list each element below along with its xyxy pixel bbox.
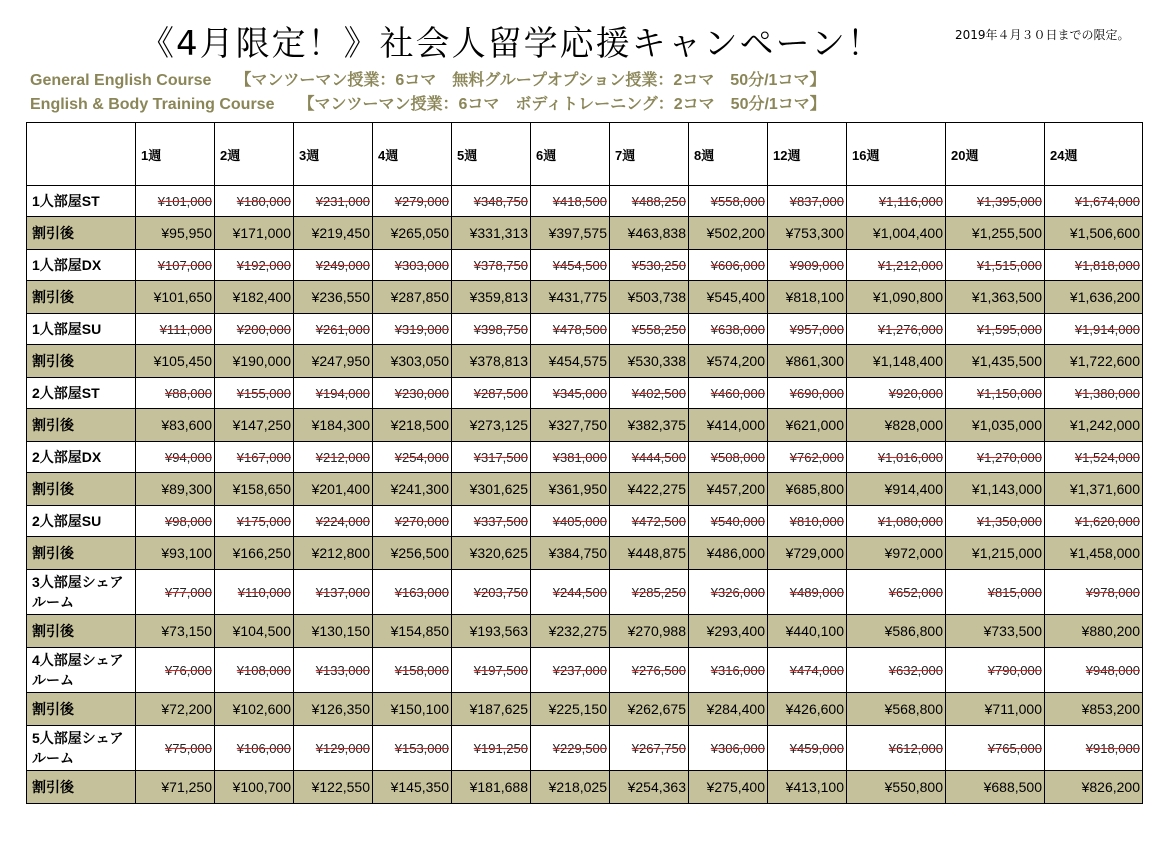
original-price-cell: ¥276,500 [610,648,689,693]
row-label: 1人部屋DX [27,250,136,281]
discounted-price-cell: ¥303,050 [373,345,452,378]
original-price-cell: ¥270,000 [373,506,452,537]
original-price-cell: ¥1,515,000 [946,250,1045,281]
original-price-cell: ¥1,818,000 [1045,250,1143,281]
original-price-cell: ¥1,914,000 [1045,314,1143,345]
discounted-price-cell: ¥574,200 [689,345,768,378]
discounted-price-cell: ¥503,738 [610,281,689,314]
discounted-price-cell: ¥126,350 [294,693,373,726]
row-label: 割引後 [27,345,136,378]
discounted-price-cell: ¥71,250 [136,771,215,804]
original-price-cell: ¥478,500 [531,314,610,345]
discounted-price-cell: ¥171,000 [215,217,294,250]
original-price-cell: ¥111,000 [136,314,215,345]
discounted-price-cell: ¥826,200 [1045,771,1143,804]
discounted-price-cell: ¥457,200 [689,473,768,506]
discounted-price-cell: ¥273,125 [452,409,531,442]
original-price-cell: ¥948,000 [1045,648,1143,693]
original-price-cell: ¥790,000 [946,648,1045,693]
original-price-cell: ¥1,276,000 [847,314,946,345]
discounted-price-cell: ¥422,275 [610,473,689,506]
discounted-price-cell: ¥93,100 [136,537,215,570]
discounted-price-row [27,693,1143,726]
original-price-cell: ¥129,000 [294,726,373,771]
original-price-cell: ¥909,000 [768,250,847,281]
original-price-cell: ¥558,000 [689,186,768,217]
discounted-price-cell: ¥1,371,600 [1045,473,1143,506]
discounted-price-cell: ¥426,600 [768,693,847,726]
discounted-price-cell: ¥241,300 [373,473,452,506]
discounted-price-cell: ¥256,500 [373,537,452,570]
discounted-price-cell: ¥101,650 [136,281,215,314]
original-price-cell: ¥460,000 [689,378,768,409]
row-label: 4人部屋シェアルーム [27,648,136,693]
original-price-cell: ¥101,000 [136,186,215,217]
original-price-cell: ¥261,000 [294,314,373,345]
original-price-cell: ¥690,000 [768,378,847,409]
discounted-price-cell: ¥463,838 [610,217,689,250]
original-price-cell: ¥652,000 [847,570,946,615]
discounted-price-cell: ¥1,143,000 [946,473,1045,506]
course-name: English & Body Training Course [30,96,275,113]
original-price-cell: ¥765,000 [946,726,1045,771]
original-price-cell: ¥326,000 [689,570,768,615]
original-price-cell: ¥267,750 [610,726,689,771]
discounted-price-row [27,615,1143,648]
campaign-deadline-note: 2019年４月３０日までの限定。 [955,28,1130,42]
original-price-cell: ¥237,000 [531,648,610,693]
discounted-price-cell: ¥181,688 [452,771,531,804]
original-price-cell: ¥137,000 [294,570,373,615]
original-price-cell: ¥454,500 [531,250,610,281]
discounted-price-cell: ¥1,435,500 [946,345,1045,378]
original-price-cell: ¥1,150,000 [946,378,1045,409]
discounted-price-cell: ¥1,242,000 [1045,409,1143,442]
discounted-price-cell: ¥105,450 [136,345,215,378]
discounted-price-row [27,473,1143,506]
discounted-price-cell: ¥150,100 [373,693,452,726]
discounted-price-cell: ¥265,050 [373,217,452,250]
discounted-price-cell: ¥254,363 [610,771,689,804]
discounted-price-cell: ¥193,563 [452,615,531,648]
original-price-cell: ¥810,000 [768,506,847,537]
discounted-price-cell: ¥711,000 [946,693,1045,726]
discounted-price-cell: ¥753,300 [768,217,847,250]
original-price-cell: ¥75,000 [136,726,215,771]
discounted-price-cell: ¥275,400 [689,771,768,804]
original-price-cell: ¥632,000 [847,648,946,693]
original-price-cell: ¥398,750 [452,314,531,345]
discounted-price-cell: ¥284,400 [689,693,768,726]
original-price-row [27,506,1143,537]
original-price-cell: ¥1,620,000 [1045,506,1143,537]
discounted-price-cell: ¥122,550 [294,771,373,804]
discounted-price-cell: ¥232,275 [531,615,610,648]
discounted-price-row [27,771,1143,804]
original-price-cell: ¥418,500 [531,186,610,217]
discounted-price-cell: ¥440,100 [768,615,847,648]
discounted-price-cell: ¥182,400 [215,281,294,314]
original-price-cell: ¥155,000 [215,378,294,409]
discounted-price-cell: ¥530,338 [610,345,689,378]
discounted-price-cell: ¥218,500 [373,409,452,442]
discounted-price-cell: ¥1,035,000 [946,409,1045,442]
discounted-price-cell: ¥880,200 [1045,615,1143,648]
discounted-price-cell: ¥685,800 [768,473,847,506]
discounted-price-cell: ¥236,550 [294,281,373,314]
discounted-price-cell: ¥320,625 [452,537,531,570]
original-price-cell: ¥244,500 [531,570,610,615]
original-price-cell: ¥197,500 [452,648,531,693]
original-price-cell: ¥110,000 [215,570,294,615]
discounted-price-cell: ¥688,500 [946,771,1045,804]
original-price-cell: ¥402,500 [610,378,689,409]
discounted-price-cell: ¥190,000 [215,345,294,378]
discounted-price-cell: ¥972,000 [847,537,946,570]
original-price-cell: ¥254,000 [373,442,452,473]
discounted-price-cell: ¥359,813 [452,281,531,314]
original-price-cell: ¥612,000 [847,726,946,771]
row-label: 割引後 [27,771,136,804]
original-price-cell: ¥200,000 [215,314,294,345]
discounted-price-cell: ¥73,150 [136,615,215,648]
original-price-cell: ¥1,395,000 [946,186,1045,217]
discounted-price-cell: ¥1,090,800 [847,281,946,314]
discounted-price-cell: ¥384,750 [531,537,610,570]
discounted-price-cell: ¥431,775 [531,281,610,314]
original-price-cell: ¥76,000 [136,648,215,693]
discounted-price-cell: ¥95,950 [136,217,215,250]
discounted-price-cell: ¥550,800 [847,771,946,804]
discounted-price-cell: ¥201,400 [294,473,373,506]
discounted-price-cell: ¥327,750 [531,409,610,442]
discounted-price-cell: ¥104,500 [215,615,294,648]
original-price-cell: ¥192,000 [215,250,294,281]
original-price-row [27,378,1143,409]
original-price-row [27,186,1143,217]
discounted-price-cell: ¥187,625 [452,693,531,726]
original-price-cell: ¥920,000 [847,378,946,409]
price-table [26,122,1143,804]
discounted-price-cell: ¥378,813 [452,345,531,378]
discounted-price-cell: ¥1,363,500 [946,281,1045,314]
original-price-cell: ¥224,000 [294,506,373,537]
discounted-price-cell: ¥83,600 [136,409,215,442]
header-cell-week: 4週 [373,123,452,186]
original-price-cell: ¥212,000 [294,442,373,473]
course-name: General English Course [30,72,212,89]
original-price-row [27,314,1143,345]
original-price-cell: ¥285,250 [610,570,689,615]
discounted-price-cell: ¥166,250 [215,537,294,570]
discounted-price-cell: ¥154,850 [373,615,452,648]
original-price-cell: ¥180,000 [215,186,294,217]
original-price-cell: ¥153,000 [373,726,452,771]
discounted-price-cell: ¥145,350 [373,771,452,804]
discounted-price-cell: ¥397,575 [531,217,610,250]
course-line-body-training [30,91,826,114]
header-cell-week: 20週 [946,123,1045,186]
row-label: 割引後 [27,409,136,442]
original-price-cell: ¥472,500 [610,506,689,537]
original-price-row [27,726,1143,771]
discounted-price-cell: ¥184,300 [294,409,373,442]
original-price-cell: ¥158,000 [373,648,452,693]
header-cell-week: 6週 [531,123,610,186]
row-label: 2人部屋SU [27,506,136,537]
original-price-cell: ¥508,000 [689,442,768,473]
original-price-cell: ¥638,000 [689,314,768,345]
original-price-cell: ¥77,000 [136,570,215,615]
discounted-price-cell: ¥1,004,400 [847,217,946,250]
original-price-cell: ¥606,000 [689,250,768,281]
discounted-price-cell: ¥301,625 [452,473,531,506]
header-cell-week: 1週 [136,123,215,186]
original-price-cell: ¥957,000 [768,314,847,345]
original-price-cell: ¥194,000 [294,378,373,409]
discounted-price-cell: ¥130,150 [294,615,373,648]
header-cell-week: 16週 [847,123,946,186]
discounted-price-cell: ¥147,250 [215,409,294,442]
discounted-price-cell: ¥287,850 [373,281,452,314]
discounted-price-cell: ¥158,650 [215,473,294,506]
discounted-price-cell: ¥382,375 [610,409,689,442]
discounted-price-cell: ¥102,600 [215,693,294,726]
row-label: 2人部屋ST [27,378,136,409]
original-price-cell: ¥1,212,000 [847,250,946,281]
original-price-cell: ¥1,674,000 [1045,186,1143,217]
row-label: 1人部屋SU [27,314,136,345]
discounted-price-cell: ¥545,400 [689,281,768,314]
original-price-cell: ¥474,000 [768,648,847,693]
original-price-cell: ¥489,000 [768,570,847,615]
original-price-cell: ¥287,500 [452,378,531,409]
discounted-price-cell: ¥1,722,600 [1045,345,1143,378]
discounted-price-row [27,345,1143,378]
original-price-cell: ¥279,000 [373,186,452,217]
original-price-cell: ¥316,000 [689,648,768,693]
original-price-cell: ¥488,250 [610,186,689,217]
header-cell-week: 2週 [215,123,294,186]
discounted-price-cell: ¥861,300 [768,345,847,378]
course-line-general-english [30,67,825,90]
original-price-cell: ¥378,750 [452,250,531,281]
discounted-price-cell: ¥225,150 [531,693,610,726]
discounted-price-cell: ¥262,675 [610,693,689,726]
discounted-price-cell: ¥621,000 [768,409,847,442]
discounted-price-cell: ¥72,200 [136,693,215,726]
discounted-price-cell: ¥247,950 [294,345,373,378]
original-price-cell: ¥303,000 [373,250,452,281]
original-price-row [27,442,1143,473]
discounted-price-cell: ¥568,800 [847,693,946,726]
original-price-cell: ¥815,000 [946,570,1045,615]
header-cell-week: 5週 [452,123,531,186]
original-price-cell: ¥1,016,000 [847,442,946,473]
discounted-price-cell: ¥853,200 [1045,693,1143,726]
original-price-cell: ¥230,000 [373,378,452,409]
original-price-row [27,648,1143,693]
discounted-price-cell: ¥413,100 [768,771,847,804]
course-detail: 【マンツーマン授業：6コマ ボディトレーニング：2コマ 50分/1コマ】 [298,96,826,113]
discounted-price-cell: ¥733,500 [946,615,1045,648]
header-cell-week: 8週 [689,123,768,186]
original-price-cell: ¥1,270,000 [946,442,1045,473]
discounted-price-row [27,281,1143,314]
original-price-cell: ¥107,000 [136,250,215,281]
original-price-cell: ¥1,595,000 [946,314,1045,345]
original-price-cell: ¥231,000 [294,186,373,217]
header-cell-week: 12週 [768,123,847,186]
discounted-price-cell: ¥89,300 [136,473,215,506]
original-price-row [27,250,1143,281]
original-price-cell: ¥319,000 [373,314,452,345]
original-price-cell: ¥459,000 [768,726,847,771]
discounted-price-cell: ¥1,215,000 [946,537,1045,570]
table-header-row [27,123,1143,186]
discounted-price-cell: ¥486,000 [689,537,768,570]
discounted-price-cell: ¥361,950 [531,473,610,506]
original-price-cell: ¥175,000 [215,506,294,537]
row-label: 割引後 [27,537,136,570]
discounted-price-row [27,409,1143,442]
discounted-price-cell: ¥331,313 [452,217,531,250]
row-label: 割引後 [27,693,136,726]
discounted-price-row [27,537,1143,570]
original-price-cell: ¥444,500 [610,442,689,473]
original-price-cell: ¥345,000 [531,378,610,409]
discounted-price-cell: ¥219,450 [294,217,373,250]
row-label: 割引後 [27,217,136,250]
discounted-price-cell: ¥454,575 [531,345,610,378]
original-price-cell: ¥381,000 [531,442,610,473]
discounted-price-cell: ¥293,400 [689,615,768,648]
original-price-cell: ¥98,000 [136,506,215,537]
discounted-price-cell: ¥218,025 [531,771,610,804]
original-price-cell: ¥133,000 [294,648,373,693]
original-price-cell: ¥1,380,000 [1045,378,1143,409]
discounted-price-cell: ¥100,700 [215,771,294,804]
row-label: 割引後 [27,615,136,648]
original-price-cell: ¥1,524,000 [1045,442,1143,473]
row-label: 5人部屋シェアルーム [27,726,136,771]
discounted-price-cell: ¥1,506,600 [1045,217,1143,250]
original-price-cell: ¥249,000 [294,250,373,281]
original-price-cell: ¥94,000 [136,442,215,473]
discounted-price-cell: ¥448,875 [610,537,689,570]
row-label: 2人部屋DX [27,442,136,473]
page-title: 《4月限定！》社会人留学応援キャンペーン！ [140,24,883,64]
discounted-price-cell: ¥212,800 [294,537,373,570]
original-price-cell: ¥191,250 [452,726,531,771]
original-price-cell: ¥203,750 [452,570,531,615]
original-price-cell: ¥337,500 [452,506,531,537]
discounted-price-cell: ¥1,255,500 [946,217,1045,250]
original-price-cell: ¥1,080,000 [847,506,946,537]
discounted-price-cell: ¥729,000 [768,537,847,570]
course-detail: 【マンツーマン授業：6コマ 無料グループオプション授業：2コマ 50分/1コマ】 [235,72,826,89]
original-price-cell: ¥88,000 [136,378,215,409]
original-price-cell: ¥540,000 [689,506,768,537]
discounted-price-cell: ¥270,988 [610,615,689,648]
discounted-price-cell: ¥828,000 [847,409,946,442]
original-price-cell: ¥558,250 [610,314,689,345]
original-price-cell: ¥1,350,000 [946,506,1045,537]
original-price-cell: ¥1,116,000 [847,186,946,217]
original-price-cell: ¥317,500 [452,442,531,473]
discounted-price-cell: ¥502,200 [689,217,768,250]
original-price-cell: ¥163,000 [373,570,452,615]
header-cell-week: 7週 [610,123,689,186]
row-label: 割引後 [27,473,136,506]
discounted-price-cell: ¥1,636,200 [1045,281,1143,314]
discounted-price-cell: ¥818,100 [768,281,847,314]
header-cell-week: 3週 [294,123,373,186]
row-label: 割引後 [27,281,136,314]
original-price-cell: ¥167,000 [215,442,294,473]
row-label: 1人部屋ST [27,186,136,217]
discounted-price-cell: ¥586,800 [847,615,946,648]
header-cell-week: 24週 [1045,123,1143,186]
discounted-price-cell: ¥1,458,000 [1045,537,1143,570]
discounted-price-row [27,217,1143,250]
original-price-cell: ¥306,000 [689,726,768,771]
row-label: 3人部屋シェアルーム [27,570,136,615]
original-price-cell: ¥978,000 [1045,570,1143,615]
header-corner-cell [27,123,136,186]
original-price-cell: ¥348,750 [452,186,531,217]
original-price-cell: ¥837,000 [768,186,847,217]
original-price-cell: ¥229,500 [531,726,610,771]
original-price-cell: ¥405,000 [531,506,610,537]
discounted-price-cell: ¥414,000 [689,409,768,442]
original-price-cell: ¥918,000 [1045,726,1143,771]
original-price-cell: ¥106,000 [215,726,294,771]
original-price-cell: ¥530,250 [610,250,689,281]
discounted-price-cell: ¥914,400 [847,473,946,506]
original-price-cell: ¥108,000 [215,648,294,693]
discounted-price-cell: ¥1,148,400 [847,345,946,378]
original-price-cell: ¥762,000 [768,442,847,473]
original-price-row [27,570,1143,615]
